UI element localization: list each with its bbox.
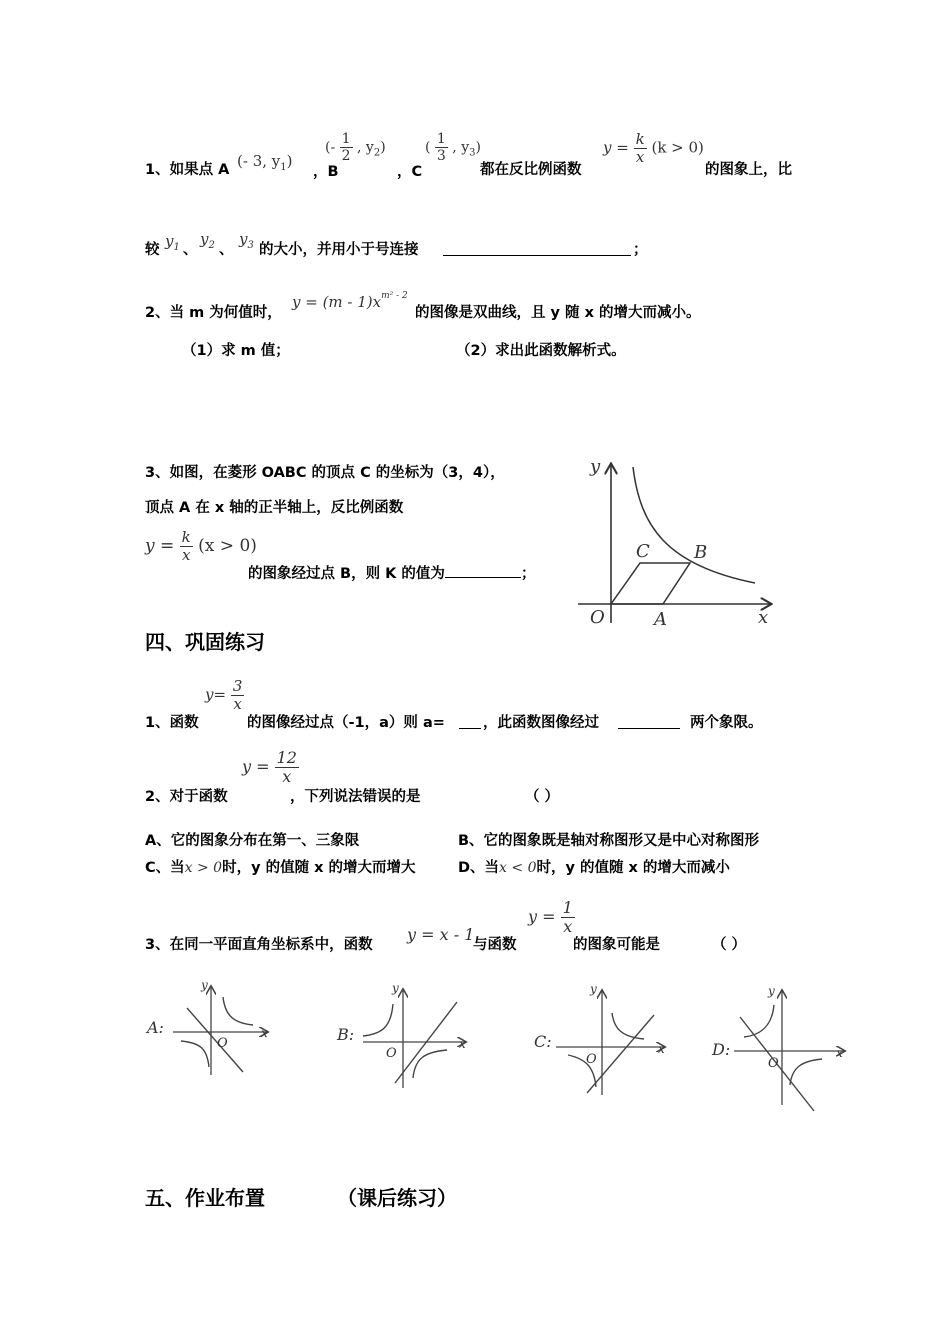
sep-c: ，C (397, 164, 423, 180)
s4q2-answer-paren[interactable]: （ ） (525, 789, 560, 805)
hyperbola-curve (633, 467, 755, 583)
s4q1-blank-quadrants[interactable] (618, 711, 680, 729)
y3-var: $y_3$ (239, 230, 254, 251)
option-d-curve-2 (790, 1059, 822, 1085)
fig-b-label: B (694, 542, 708, 563)
q2-sub2: （2）求出此函数解析式。 (456, 343, 626, 359)
rhombus-oabc (611, 563, 690, 604)
s4q2-option-a: A、它的图象分布在第一、三象限 (145, 833, 360, 849)
option-d-label: D: (712, 1040, 731, 1059)
option-c-line (587, 1015, 654, 1093)
option-b-curve-1 (363, 1004, 393, 1036)
q1-end: 的图象上，比 (705, 162, 792, 178)
q3-line3: 的图象经过点 B，则 K 的值为 ； (248, 562, 535, 583)
option-b-curve-2 (413, 1050, 447, 1078)
q1-num: 1、如果点 A (145, 162, 230, 178)
svg-text:O: O (586, 1052, 597, 1067)
q1-function: y = $\frac{k}{x}$ (k > 0) (603, 130, 704, 166)
fig-a-label: A (654, 609, 667, 630)
q2-sub1: （1）求 m 值； (182, 343, 290, 359)
option-b-graph[interactable] (335, 978, 475, 1093)
section4-heading: 四、巩固练习 (145, 630, 265, 654)
sep-b: ，B (313, 164, 339, 180)
y2-var: $y_2$ (200, 230, 215, 251)
s4q2-option-c: C、当x > 0时，y 的值随 x 的增大而增大 (145, 860, 416, 876)
option-b-label: B: (337, 1025, 355, 1044)
s4q1-function: y= $\frac{3}{x}$ (205, 677, 243, 713)
fig-x-label: x (758, 607, 769, 628)
option-c-curve-1 (612, 1013, 644, 1039)
q3-line1: 3、如图，在菱形 OABC 的顶点 C 的坐标为（3，4）， (145, 465, 505, 481)
section5-note: （课后练习） (337, 1186, 457, 1210)
q3-line2: 顶点 A 在 x 轴的正半轴上，反比例函数 (145, 500, 404, 516)
svg-text:y: y (590, 983, 597, 996)
fig-c-label: C (636, 541, 650, 562)
point-a: (- 3, $y_1$) (237, 152, 293, 173)
option-a-line (187, 1008, 243, 1072)
option-a-curve-1 (223, 997, 253, 1025)
q2-num: 2、当 m 为何值时， (145, 305, 282, 321)
point-c: ( $\frac{1}{3}$ , $y_3$) (425, 131, 481, 164)
option-d-graph[interactable] (710, 985, 850, 1115)
option-c-label: C: (534, 1032, 552, 1051)
option-a-curve-2 (181, 1041, 209, 1067)
s4q2-option-d: D、当x < 0时，y 的值随 x 的增大而减小 (458, 860, 730, 876)
s4q3-function-inverse: y = $\frac{1}{x}$ (528, 898, 573, 936)
option-d-curve-1 (744, 1005, 774, 1037)
s4q3-answer-paren[interactable]: （ ） (712, 937, 747, 953)
point-b: (- $\frac{1}{2}$ , $y_2$) (325, 131, 386, 164)
svg-text:O: O (386, 1046, 397, 1061)
rhombus-figure (570, 455, 780, 630)
svg-text:O: O (768, 1056, 779, 1071)
option-a-graph[interactable] (145, 975, 280, 1085)
s4q2-function: y = $\frac{12}{x}$ (242, 748, 297, 786)
q1-answer-blank[interactable] (443, 238, 631, 256)
s4q1-blank-a[interactable] (459, 711, 481, 729)
s4q3-function-linear: y = x - 1 (407, 925, 475, 944)
svg-text:x: x (836, 1046, 843, 1060)
svg-text:x: x (658, 1042, 665, 1056)
svg-text:y: y (768, 985, 775, 998)
svg-text:x: x (459, 1037, 466, 1051)
q1-mid: 都在反比例函数 (480, 162, 582, 178)
option-a-label: A: (147, 1018, 164, 1037)
fig-y-label: y (590, 456, 601, 477)
section5-heading: 五、作业布置 (145, 1186, 265, 1210)
svg-text:x: x (261, 1026, 268, 1040)
svg-text:O: O (217, 1036, 228, 1051)
y1-var: $y_1$ (165, 232, 180, 253)
q2-function: $y = (m - 1)x^{m^2 - 2}$ (292, 291, 408, 311)
s4q2-option-b: B、它的图象既是轴对称图形又是中心对称图形 (458, 833, 760, 849)
q3-answer-blank[interactable] (445, 562, 521, 578)
option-c-graph[interactable] (532, 983, 672, 1098)
svg-text:y: y (201, 978, 208, 992)
svg-text:y: y (392, 981, 399, 995)
q3-function: y = $\frac{k}{x}$ (x > 0) (145, 528, 257, 564)
fig-o-label: O (590, 607, 605, 628)
